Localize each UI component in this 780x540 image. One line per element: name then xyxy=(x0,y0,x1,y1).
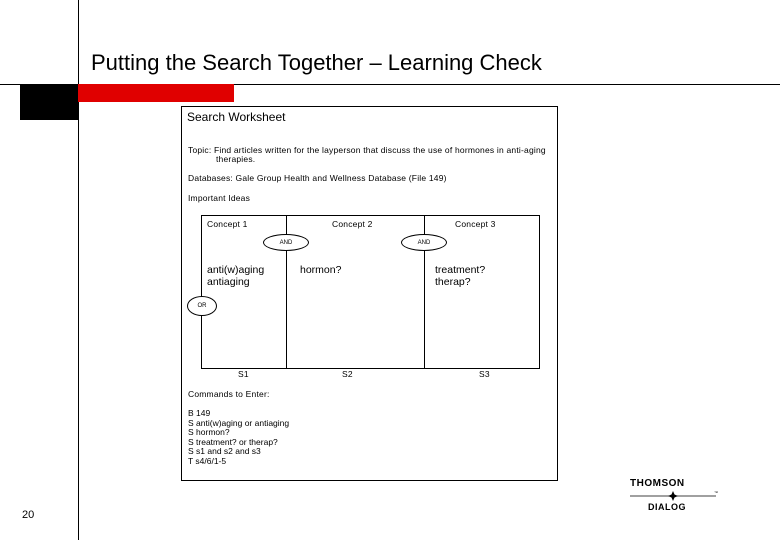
logo-line-2: DIALOG xyxy=(648,502,686,512)
commands-label: Commands to Enter: xyxy=(188,389,270,399)
page-number: 20 xyxy=(22,509,35,521)
concept-1-term-1: anti(w)aging xyxy=(207,264,265,276)
command-line: S anti(w)aging or antiaging xyxy=(188,417,290,428)
concept-3-term-2: therap? xyxy=(435,276,471,288)
command-line: S s1 and s2 and s3 xyxy=(188,446,261,457)
databases-line: Databases: Gale Group Health and Wellness Database (File 149) xyxy=(188,173,447,183)
slide-title: Putting the Search Together – Learning Check xyxy=(91,50,542,75)
or-operator: OR xyxy=(187,296,217,316)
concept-3-header: Concept 3 xyxy=(455,219,496,229)
concept-2-term-1: hormon? xyxy=(300,264,342,276)
command-line: S treatment? or therap? xyxy=(188,436,278,447)
concept-1-term-2: antiaging xyxy=(207,276,250,288)
red-accent-bar xyxy=(78,84,234,102)
concept-3-term-1: treatment? xyxy=(435,264,486,276)
black-accent-block xyxy=(20,84,78,120)
logo-trademark: ™ xyxy=(714,490,718,495)
topic-line-2: therapies. xyxy=(216,154,256,164)
concept-2-header: Concept 2 xyxy=(332,219,373,229)
command-line: T s4/6/1-5 xyxy=(188,455,227,466)
logo-line-1: THOMSON xyxy=(630,478,685,489)
command-line: B 149 xyxy=(188,408,211,418)
concept-1-header: Concept 1 xyxy=(207,219,248,229)
command-line: S hormon? xyxy=(188,427,230,438)
left-vertical-rule xyxy=(78,0,79,540)
set-label-s3: S3 xyxy=(479,369,490,379)
set-label-s1: S1 xyxy=(238,369,249,379)
commands-list xyxy=(188,409,289,467)
concepts-grid xyxy=(201,215,540,369)
thomson-dialog-logo xyxy=(628,478,718,514)
topic-line-1: Topic: Find articles written for the layperson that discuss the use of hormones in anti-aging xyxy=(188,145,546,155)
and-operator-1: AND xyxy=(263,234,309,251)
important-ideas-label: Important Ideas xyxy=(188,193,251,203)
worksheet-title: Search Worksheet xyxy=(187,110,286,124)
set-label-s2: S2 xyxy=(342,369,353,379)
and-operator-2: AND xyxy=(401,234,447,251)
logo-star-icon xyxy=(628,490,718,502)
